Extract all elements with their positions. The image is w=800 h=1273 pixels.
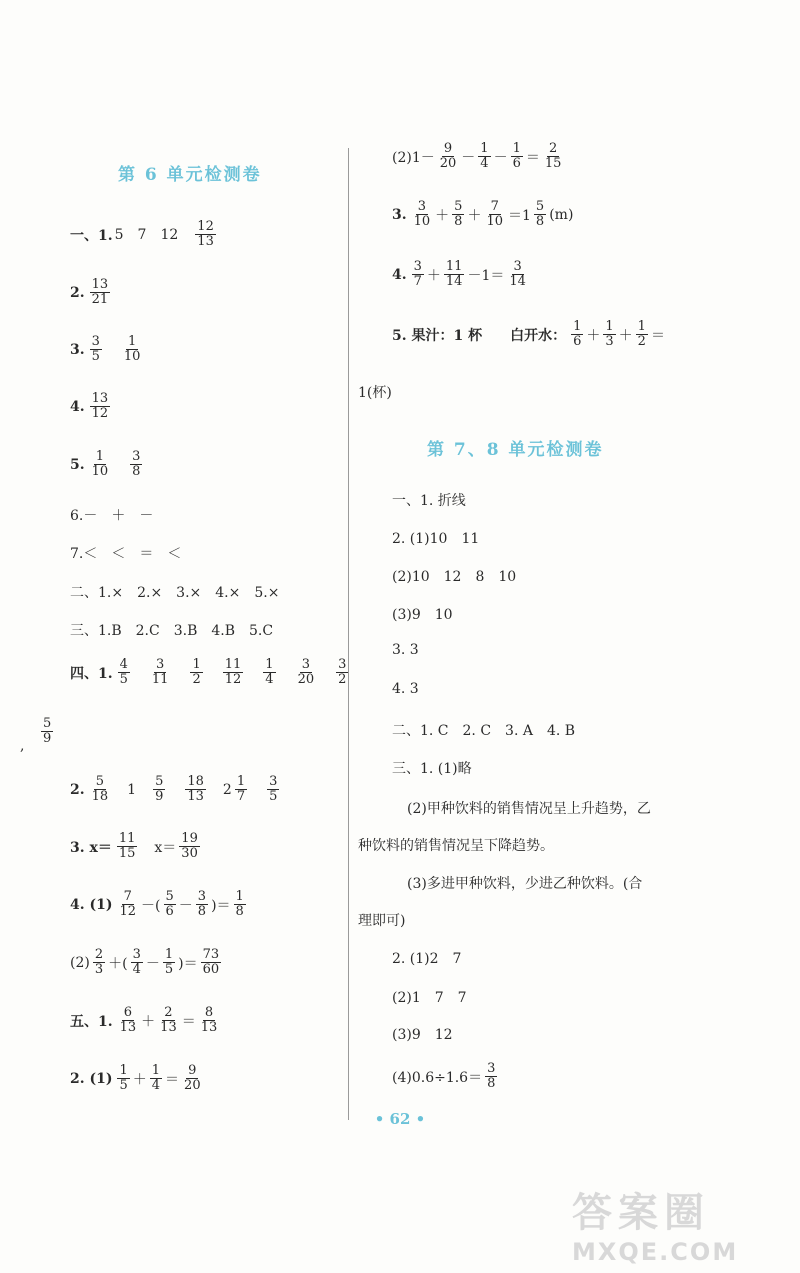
answer-line: 三、1.B 2.C 3.B 4.B 5.C — [70, 623, 274, 639]
answer-line: 四、1. $\frac{4}{5}$ $\frac{3}{11}$ $\frac{1}{2}$ $\frac{11}{12}$ $\frac{1}{4}$ $\frac{3}{20}$ $\frac{3}{2}$ — [70, 657, 347, 688]
answer-line: 1(杯) — [358, 385, 392, 401]
answer-line: 3. 3 — [392, 642, 419, 658]
answer-line: 2. $\frac{13}{21}$ — [70, 277, 109, 308]
stray-mark: , — [20, 738, 25, 754]
answer-line: 二、1.× 2.× 3.× 4.× 5.× — [70, 585, 280, 601]
answer-line: (3)9 12 — [392, 1027, 453, 1043]
answer-line: 三、1. (1)略 — [392, 761, 472, 777]
answer-line: 种饮料的销售情况呈下降趋势。 — [358, 838, 554, 854]
answer-line: (2) $\frac{2}{3}$ ＋( $\frac{3}{4}$ － $\frac{1}{5}$ )＝ $\frac{73}{60}$ — [70, 947, 220, 978]
answer-line: (2)甲种饮料的销售情况呈上升趋势，乙 — [407, 801, 651, 817]
answer-line: 二、1. C 2. C 3. A 4. B — [392, 723, 576, 739]
answer-line: (3)9 10 — [392, 607, 453, 623]
page-number: • 62 • — [374, 1110, 426, 1128]
watermark-logo: 答案圈 MXQE.COM — [572, 1190, 739, 1266]
answer-line: 5. 果汁：1 杯 白开水： $\frac{1}{6}$ ＋ $\frac{1}{3}$ ＋ $\frac{1}{2}$ ＝ — [392, 319, 665, 350]
answer-line: 4. $\frac{3}{7}$ ＋ $\frac{11}{14}$ －1＝ $\frac{3}{14}$ — [392, 259, 526, 290]
answer-line: 3. $\frac{3}{5}$ $\frac{1}{10}$ — [70, 334, 141, 365]
column-divider — [348, 148, 349, 1120]
answer-line: 6.－ ＋ － — [70, 508, 154, 524]
answer-line: $\frac{5}{9}$ — [43, 716, 52, 747]
answer-line: 7.＜ ＜ ＝ ＜ — [70, 546, 182, 562]
section-title-unit-6: 第 6 单元检测卷 — [118, 165, 262, 185]
answer-line: (2)10 12 8 10 — [392, 569, 517, 585]
answer-line: (3)多进甲种饮料，少进乙种饮料。(合 — [407, 876, 643, 892]
answer-line: (2)1 7 7 — [392, 990, 467, 1006]
answer-line: (4)0.6÷1.6＝ $\frac{3}{8}$ — [392, 1061, 496, 1092]
answer-line: 一、1. 5 7 12 $\frac{12}{13}$ — [70, 219, 214, 250]
answer-line: 2. (1)10 11 — [392, 531, 480, 547]
answer-line: 理即可) — [358, 913, 406, 929]
answer-line: 4. (1) $\frac{7}{12}$ －( $\frac{5}{6}$ － $\frac{3}{8}$ )＝ $\frac{1}{8}$ — [70, 889, 244, 920]
answer-line: 2. (1)2 7 — [392, 951, 462, 967]
answer-line: 5. $\frac{1}{10}$ $\frac{3}{8}$ — [70, 449, 141, 480]
answer-line: 五、1. $\frac{6}{13}$ ＋ $\frac{2}{13}$ ＝ $\frac{8}{13}$ — [70, 1005, 218, 1036]
answer-line: 一、1. 折线 — [392, 493, 466, 509]
answer-line: 4. 3 — [392, 681, 419, 697]
answer-line: 3. $\frac{3}{10}$ ＋ $\frac{5}{8}$ ＋ $\frac{7}{10}$ ＝1 $\frac{5}{8}$ (m) — [392, 199, 574, 230]
section-title-unit-7-8: 第 7、8 单元检测卷 — [427, 440, 604, 460]
answer-line: 4. $\frac{13}{12}$ — [70, 391, 109, 422]
answer-line: 2. $\frac{5}{18}$ 1 $\frac{5}{9}$ $\frac{18}{13}$ 2 $\frac{1}{7}$ $\frac{3}{5}$ — [70, 774, 278, 805]
answer-line: 2. (1) $\frac{1}{5}$ ＋ $\frac{1}{4}$ ＝ $\frac{9}{20}$ — [70, 1063, 201, 1094]
answer-line: 3. x＝ $\frac{11}{15}$ x＝ $\frac{19}{30}$ — [70, 831, 198, 862]
answer-line: (2)1－ $\frac{9}{20}$ － $\frac{1}{4}$ － $\frac{1}{6}$ ＝ $\frac{2}{15}$ — [392, 141, 562, 172]
